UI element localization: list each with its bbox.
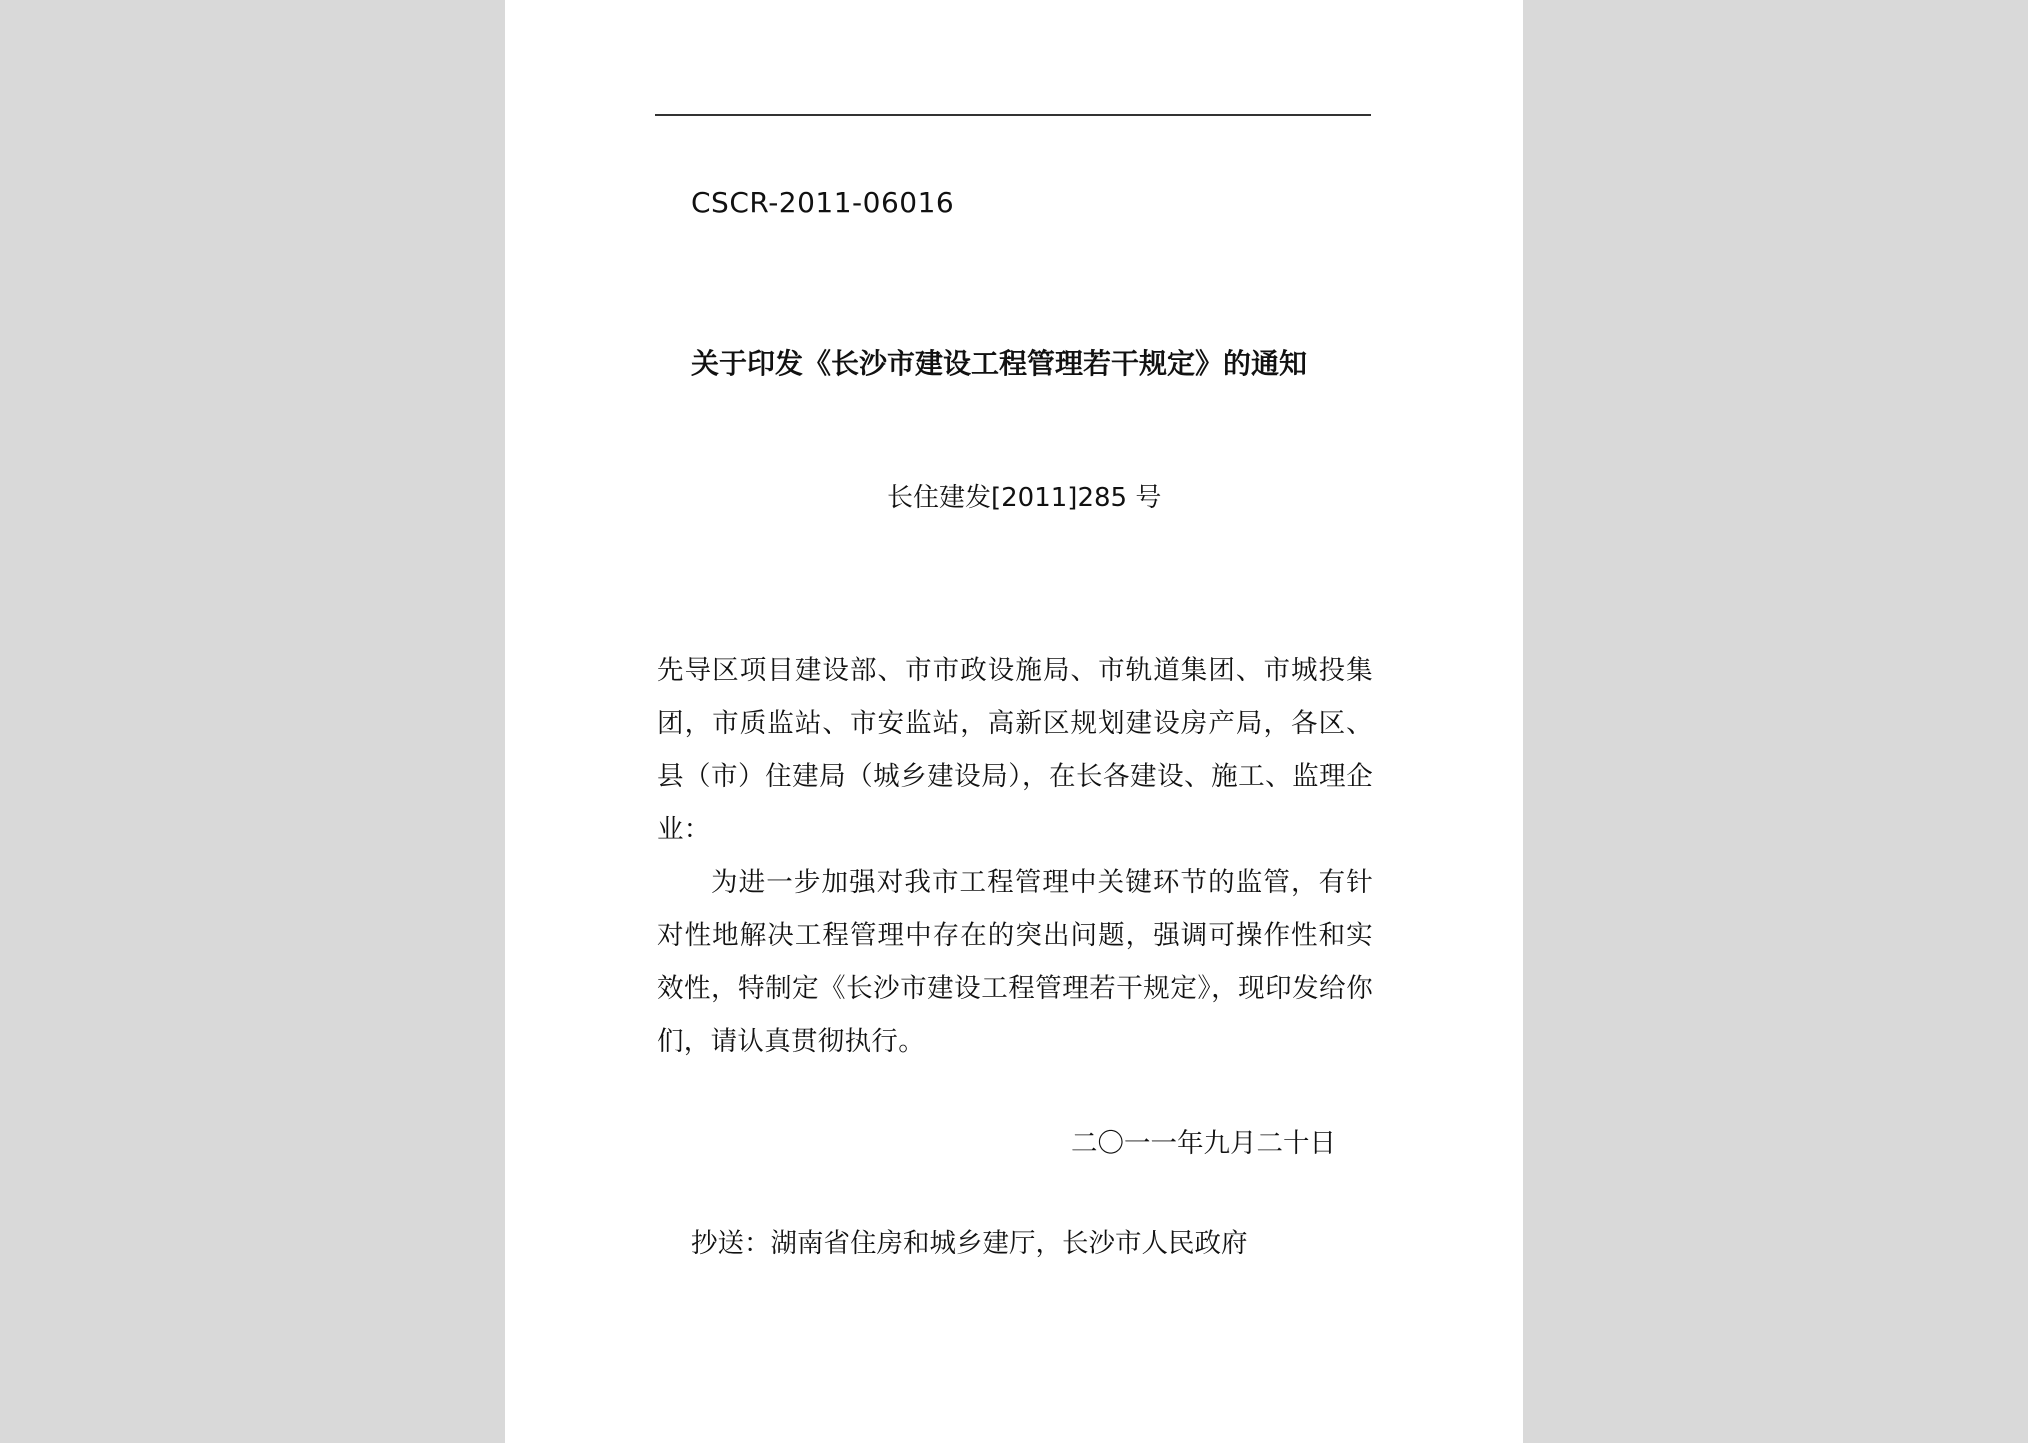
recipients-paragraph: 先导区项目建设部、市市政设施局、市轨道集团、市城投集团，市质监站、市安监站，高新区规划建设房产局，各区、县（市）住建局（城乡建设局），在长各建设、施工、监理企业： [657, 655, 1373, 845]
header-rule [655, 114, 1371, 116]
document-title: 关于印发《长沙市建设工程管理若干规定》的通知 [691, 347, 1308, 380]
document-number: 长住建发[2011]285 号 [887, 483, 1162, 513]
signature-date: 二〇一一年九月二十日 [1071, 1128, 1336, 1159]
cc-line: 抄送：湖南省住房和城乡建厅，长沙市人民政府 [691, 1228, 1248, 1259]
document-page [505, 0, 1523, 1443]
document-code: CSCR-2011-06016 [691, 186, 955, 219]
body-paragraph: 为进一步加强对我市工程管理中关键环节的监管，有针对性地解决工程管理中存在的突出问题，强调可操作性和实效性，特制定《长沙市建设工程管理若干规定》，现印发给你们，请认真贯彻执行。 [657, 867, 1373, 1057]
